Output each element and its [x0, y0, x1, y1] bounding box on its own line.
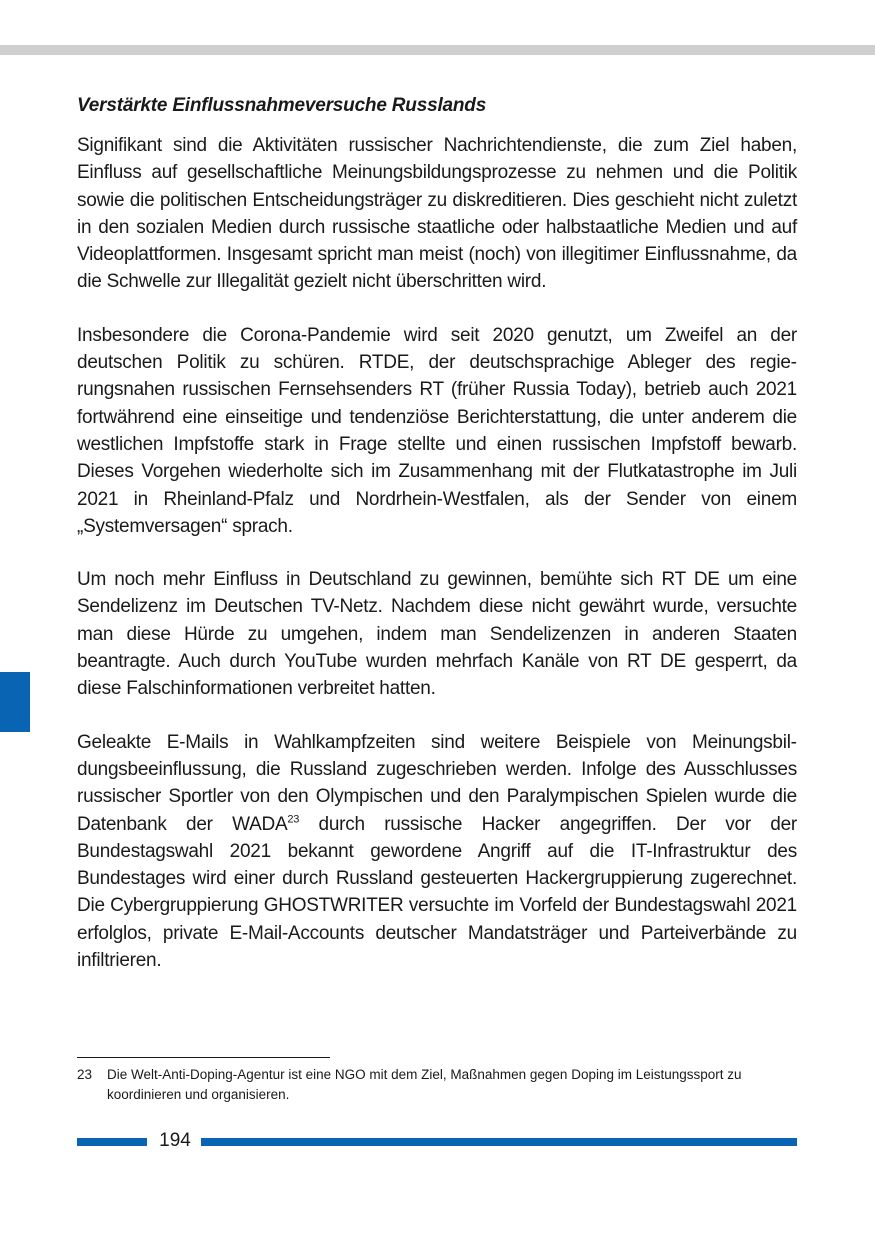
- footnote-divider: [77, 1057, 330, 1058]
- footer-bar-left: [77, 1138, 147, 1146]
- footnote: [77, 1065, 797, 1104]
- footnote-text: Die Welt-Anti-Doping-Agentur ist eine NGO mit dem Ziel, Maßnahmen gegen Doping im Leistungssport zu koordinieren und organisieren.: [107, 1067, 742, 1102]
- footnote-reference[interactable]: 23: [287, 813, 300, 826]
- paragraph-4-text-end: durch russische Hacker angegriffen. Der vor der Bundestagswahl 2021 bekannt gewordene Angriff auf die IT-Infrastruktur des Bundestages wird einer durch Russland gesteuerten Hackergruppierung zugerechnet. Die Cybergruppierung GHOSTWRITER versuchte im Vorfeld der Bundestagswahl 2021 erfolglos, private E-Mail-Accounts deutscher Mandatsträger und Parteiverbände zu infiltrieren.: [77, 813, 798, 972]
- page-footer: [77, 1128, 797, 1154]
- paragraph-1: Signifikant sind die Aktivitäten russischer Nachrichtendienste, die zum Ziel haben, Einfluss auf gesellschaftliche Meinungsbildungsprozesse zu nehmen und die Politik sowie die politischen Entscheidungsträger zu diskreditieren. Dies geschieht nicht zuletzt in den sozialen Medien durch russische staatliche oder halbstaatliche Medien und auf Videoplattformen. Insgesamt spricht man meist (noch) von illegitimer Einflussnahme, da die Schwelle zur Illegalität gezielt nicht überschritten wird.: [77, 135, 797, 293]
- paragraph-4-text-start: Geleakte E-Mails in Wahlkampfzeiten sind weitere Beispiele von Meinungsbildungsbeeinflussung, die Russland zugeschrieben werden. Infolge des Ausschlusses russischer Sportler von den Olympischen und den Paralympischen Spielen wurde die Datenbank der WADA: [77, 731, 797, 835]
- paragraph-3: Um noch mehr Einfluss in Deutschland zu gewinnen, bemühte sich RT DE um eine Sendelizenz im Deutschen TV-Netz. Nachdem diese nicht gewährt wurde, versuchte man diese Hürde zu umgehen, indem man Sendelizenzen in anderen Staaten beantragte. Auch durch YouTube wurden mehrfach Kanäle von RT DE gesperrt, da diese Falschinformationen verbreitet hatten.: [77, 569, 797, 700]
- chapter-marker-tab: [0, 672, 30, 732]
- paragraph-2: Insbesondere die Corona-Pandemie wird seit 2020 genutzt, um Zweifel an der deutschen Politik zu schüren. RTDE, der deutschsprachige Ableger des regierungsnahen russischen Fernsehsenders RT (früher Russia Today), betrieb auch 2021 fortwährend eine einseitige und tendenziöse Berichterstattung, die unter anderem die westlichen Impfstoffe stark in Frage stellte und einen russischen Impfstoff bewarb. Dieses Vorgehen wiederholte sich im Zusammenhang mit der Flutkatastrophe im Juli 2021 in Rheinland-Pfalz und Nordrhein-Westfalen, als der Sender von einem „Systemversagen“ sprach.: [77, 324, 797, 537]
- paragraph-4: [77, 729, 797, 975]
- footnote-number: 23: [77, 1067, 93, 1082]
- page-number: 194: [159, 1130, 191, 1151]
- section-heading: Verstärkte Einflussnahmeversuche Russlands: [77, 95, 487, 116]
- main-content: [77, 92, 797, 1000]
- footer-bar-right: [201, 1138, 797, 1146]
- top-divider: [0, 45, 875, 55]
